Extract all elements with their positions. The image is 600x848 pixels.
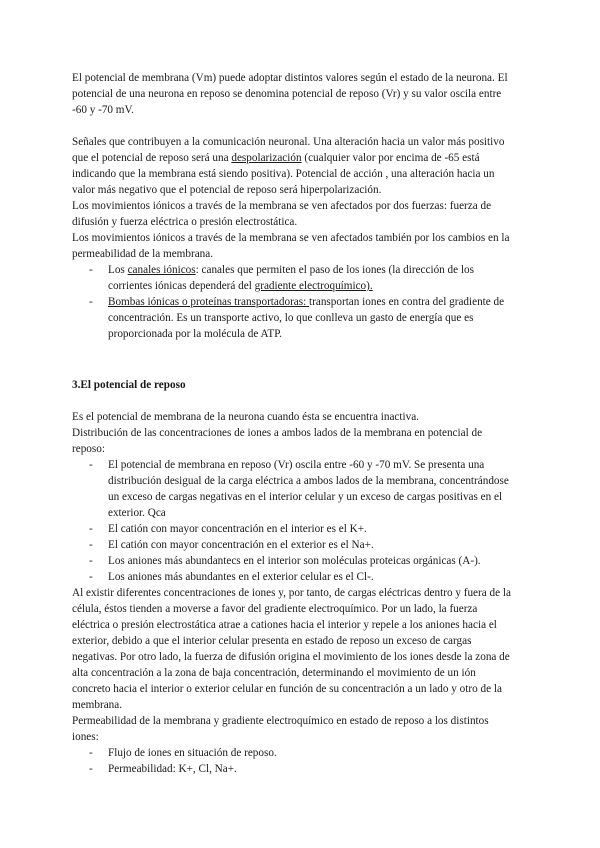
spacer [72, 393, 516, 409]
paragraph-two-forces: Los movimientos iónicos a través de la membrana se ven afectados por dos fuerzas: fuerza de difusión y fuerza eléctrica o presión electrostática. [72, 200, 492, 228]
list-item-ion-pumps [72, 294, 516, 342]
list-item-text: Los aniones más abundantecs en el interior son moléculas proteicas orgánicas (A-). [108, 555, 481, 567]
list-item-text: Permeabilidad: K+, Cl, Na+. [108, 763, 237, 775]
paragraph-membrane-potential: El potencial de membrana (Vm) puede adoptar distintos valores según el estado de la neurona. El potencial de una neurona en reposo se denomina potencial de reposo (Vr) y su valor oscila entre -60 y -70 mV. [72, 72, 508, 116]
paragraph-permeability-intro: Permeabilidad de la membrana y gradiente electroquímico en estado de reposo a los distintos iones: [72, 715, 489, 743]
list-item [72, 761, 516, 777]
spacer [72, 118, 516, 134]
paragraph-distribution-intro: Distribución de las concentraciones de iones a ambos lados de la membrana en potencial de reposo: [72, 427, 483, 455]
list-marker: - [89, 296, 93, 308]
paragraph-electrochemical-gradient: Al existir diferentes concentraciones de iones y, por tanto, de cargas eléctricas dentro y fuera de la célula, éstos tienden a moverse a favor del gradiente electroquímico. Por un lado, la fuerza eléctrica o presión electrostática atrae a cationes hacia el interior y repele a los aniones hacia el exterior, debido a que el interior celular presenta en estado de reposo un exceso de cargas negativas. Por otro lado, la fuerza de difusión origina el movimiento de los iones desde la zona de alta concentración a la zona de baja concentración, determinando el movimiento de un ión concreto hacia el interior o exterior celular en función de su concentración a un lado y otro de la membrana. [72, 587, 511, 711]
paragraph-permeability-changes: Los movimientos iónicos a través de la membrana se ven afectados también por los cambios en la permeabilidad de la membrana. [72, 232, 510, 260]
list-item-text: El catión con mayor concentración en el interior es el K+. [108, 523, 367, 535]
list-item-text: El catión con mayor concentración en el exterior es el Na+. [108, 539, 374, 551]
list-item-text: Flujo de iones en situación de reposo. [108, 747, 277, 759]
list-marker: - [89, 539, 93, 551]
section-heading: 3.El potencial de reposo [72, 379, 186, 391]
permeability-list [72, 745, 516, 777]
transport-list [72, 262, 516, 342]
spacer [72, 342, 516, 361]
list-item [72, 521, 516, 537]
list-marker: - [89, 763, 93, 775]
list-marker: - [89, 747, 93, 759]
list-item-text: Los aniones más abundantes en el exterior celular es el Cl-. [108, 571, 374, 583]
list-marker: - [89, 555, 93, 567]
text-segment: : canales que permiten el paso de los iones (la dirección de los corrientes iónicas dependerá del [108, 264, 474, 292]
underlined-term-bombas-ionicas: Bombas iónicas o proteínas transportadoras: [108, 296, 310, 308]
list-item [72, 537, 516, 553]
underlined-term-canales-ionicos: canales iónicos [127, 264, 196, 276]
list-marker: - [89, 571, 93, 583]
underlined-term-despolarizacion: despolarización [231, 152, 302, 164]
text-segment: Señales que contribuyen a la comunicación neuronal. Una alteración hacia un valor más positivo que el potencial de reposo será una [72, 136, 505, 164]
spacer [72, 361, 516, 377]
list-item-ion-channels [72, 262, 516, 294]
paragraph-neural-signals [72, 134, 516, 198]
list-marker: - [89, 264, 93, 276]
text-segment: transportan iones en contra del gradiente de concentración. Es un transporte activo, lo que conlleva un gasto de energía que es proporcionada por la molécula de ATP. [108, 296, 505, 340]
list-item [72, 553, 516, 569]
paragraph-resting-definition: Es el potencial de membrana de la neurona cuando ésta se encuentra inactiva. [72, 411, 419, 423]
list-item [72, 457, 516, 521]
text-segment: Los [108, 264, 128, 276]
list-marker: - [89, 459, 93, 471]
list-item [72, 569, 516, 585]
list-item [72, 745, 516, 761]
list-item-text: El potencial de membrana en reposo (Vr) oscila entre -60 y -70 mV. Se presenta una distribución desigual de la carga eléctrica a ambos lados de la membrana, concentrándose un exceso de cargas negativas en el interior celular y un exceso de cargas positivas en el exterior. Qca [108, 459, 509, 519]
text-segment: (cualquier valor por encima de -65 está indicando que la membrana está siendo positiva). Potencial de acción , una alteración hacia un valor más negativo que el potencial de reposo será hiperpolarización. [72, 152, 495, 196]
ion-distribution-list [72, 457, 516, 585]
list-marker: - [89, 523, 93, 535]
underlined-term-gradiente: gradiente electroquímico). [254, 280, 373, 292]
